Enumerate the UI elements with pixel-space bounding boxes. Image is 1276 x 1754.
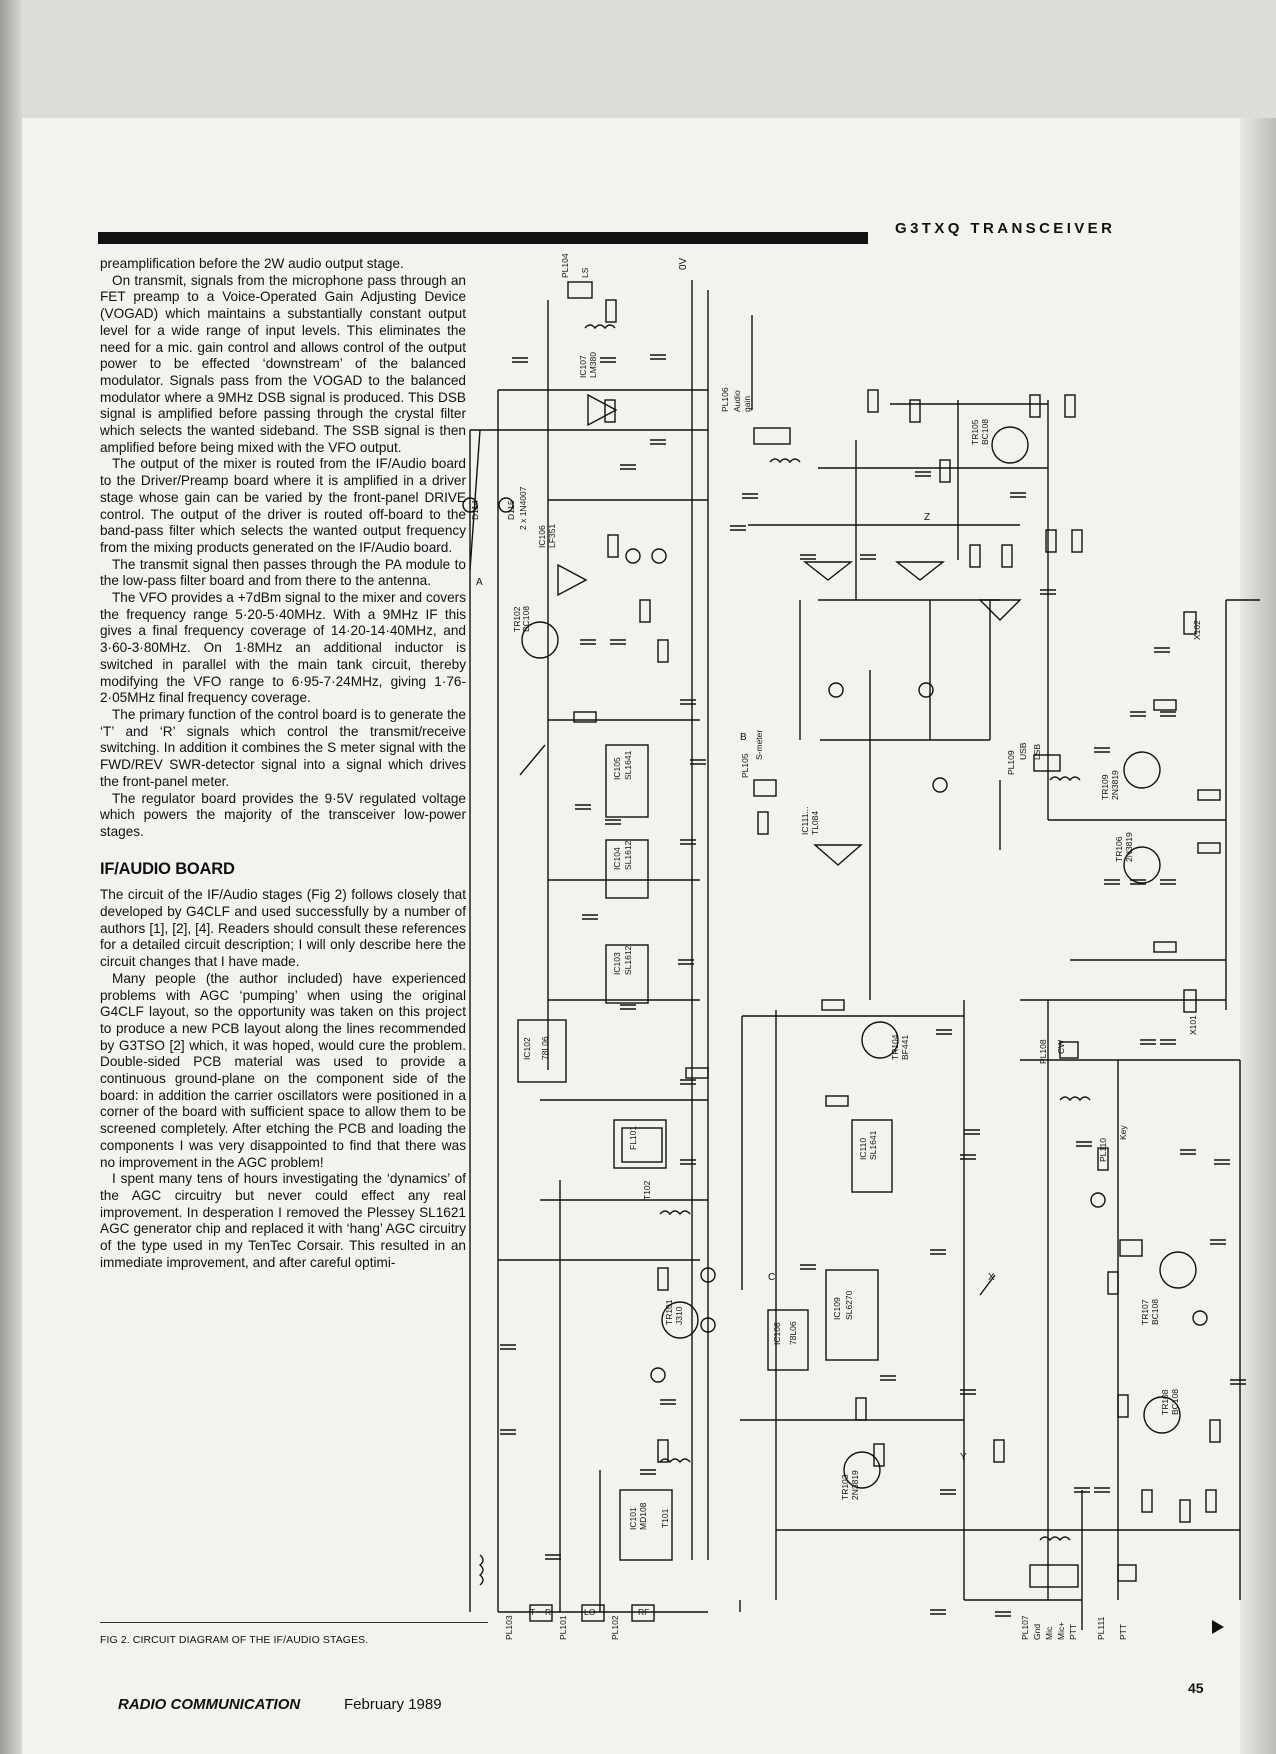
svg-text:PL111: PL111 — [1096, 1616, 1106, 1640]
svg-text:PL101: PL101 — [558, 1615, 568, 1640]
svg-text:FL101: FL101 — [628, 1125, 638, 1150]
svg-text:TL084: TL084 — [810, 810, 820, 835]
svg-text:IC111...: IC111... — [800, 806, 810, 835]
paragraph: The VFO provides a +7dBm signal to the mixer and covers the frequency range 5·20-5·40MHz. With a 9MHz IF this gives a final frequency coverage of 14·20-14·40MHz, and 3·60-3·80MHz. On 1·8MHz an additional inductor is switched in parallel with the main tank circuit, thereby modifying the VFO range to 6·95-7·24MHz, giving 1·76-2·05MHz final frequency coverage. — [100, 590, 466, 706]
svg-text:D115: D115 — [506, 500, 516, 520]
svg-text:D114: D114 — [470, 500, 480, 520]
svg-text:Audio: Audio — [732, 390, 742, 412]
svg-text:Mic+: Mic+ — [1056, 1621, 1066, 1640]
running-header: G3TXQ TRANSCEIVER — [895, 220, 1116, 237]
svg-text:X: X — [988, 1272, 995, 1283]
svg-text:Z: Z — [924, 512, 931, 523]
svg-text:PTT: PTT — [1118, 1623, 1128, 1640]
svg-text:S-meter: S-meter — [754, 729, 764, 760]
svg-text:IC102: IC102 — [522, 1037, 532, 1060]
svg-text:IC108: IC108 — [772, 1322, 782, 1345]
svg-text:TR106: TR106 — [1114, 836, 1124, 862]
svg-text:C: C — [768, 1272, 776, 1283]
svg-text:LM380: LM380 — [588, 352, 598, 378]
svg-text:TR107: TR107 — [1140, 1299, 1150, 1325]
svg-text:TR102: TR102 — [512, 606, 522, 632]
paragraph: The transmit signal then passes through the PA module to the low-pass filter board and from there to the antenna. — [100, 556, 466, 589]
svg-text:LF351: LF351 — [547, 523, 557, 548]
svg-text:SL1641: SL1641 — [623, 750, 633, 780]
svg-text:BC108: BC108 — [980, 419, 990, 445]
magazine-name: RADIO COMMUNICATION — [118, 1696, 301, 1713]
svg-text:TR108: TR108 — [1160, 1389, 1170, 1415]
svg-text:gain: gain — [742, 395, 752, 412]
svg-text:BC108: BC108 — [521, 606, 531, 632]
svg-text:Key: Key — [1118, 1125, 1128, 1140]
paragraph: I spent many tens of hours investigating the ‘dynamics’ of the AGC circuitry but never could effect any real improvement. In desperation I removed the Plessey SL1621 AGC generator chip and replaced it with ‘hang’ AGC circuitry of the type used in my TenTec Corsair. This resulted in an immediate improvement, and after careful optimi- — [100, 1171, 466, 1270]
paragraph: The circuit of the IF/Audio stages (Fig 2) follows closely that developed by G4CLF and used successfully by a number of authors [1], [2], [4]. Readers should consult these references for a detailed circuit description; I will only describe here the circuit changes that I have made. — [100, 887, 466, 970]
svg-text:PL110: PL110 — [1098, 1138, 1108, 1162]
svg-text:LS: LS — [580, 267, 590, 278]
svg-text:78L06: 78L06 — [540, 1036, 550, 1060]
paragraph: On transmit, signals from the microphone pass through an FET preamp to a Voice-Operated Gain Adjusting Device (VOGAD) which maintains a substantially constant output level for a wide range of input levels. This eliminates the need for a mic. gain control and allows control of the output power to be effected ‘downstream’ of the balanced modulator. Signals pass from the VOGAD to the balanced modulator where a 9MHz DSB signal is produced. This DSB signal is amplified before passing through the crystal filter which selects the wanted sideband. The SSB signal is then amplified before being mixed with the VFO output. — [100, 272, 466, 455]
page-binding-shadow — [0, 0, 22, 1754]
svg-text:SL6270: SL6270 — [844, 1290, 854, 1320]
svg-text:X101: X101 — [1188, 1015, 1198, 1035]
svg-text:PL108: PL108 — [1038, 1039, 1048, 1064]
svg-text:TR103: TR103 — [840, 1474, 850, 1500]
paragraph: The output of the mixer is routed from the IF/Audio board to the Driver/Preamp board where it is amplified in a driver stage whose gain can be varied by the front-panel DRIVE control. The output of the driver is routed off-board to the band-pass filter which selects the wanted output frequency from the mixing products generated on the IF/Audio board. — [100, 456, 466, 555]
svg-text:A: A — [476, 577, 483, 588]
svg-text:PL105: PL105 — [740, 753, 750, 778]
svg-text:2 x 1N4007: 2 x 1N4007 — [518, 486, 528, 530]
svg-text:PL109: PL109 — [1006, 750, 1016, 775]
svg-text:78L06: 78L06 — [788, 1321, 798, 1345]
svg-text:2N3819: 2N3819 — [850, 1470, 860, 1500]
svg-text:X102: X102 — [1192, 620, 1202, 640]
svg-text:TR109: TR109 — [1100, 774, 1110, 800]
paragraph: preamplification before the 2W audio output stage. — [100, 256, 404, 271]
article-column — [100, 256, 466, 1271]
svg-text:IC104: IC104 — [612, 847, 622, 870]
header-rule — [98, 232, 868, 244]
continued-arrow-icon — [1212, 1620, 1224, 1634]
svg-text:IC107: IC107 — [578, 355, 588, 378]
svg-text:Mic: Mic — [1044, 1626, 1054, 1640]
svg-text:RF: RF — [638, 1607, 650, 1617]
svg-text:T101: T101 — [660, 1508, 670, 1528]
svg-text:BF441: BF441 — [900, 1034, 910, 1060]
page-number: 45 — [1188, 1680, 1204, 1696]
svg-text:IC110: IC110 — [858, 1137, 868, 1160]
svg-text:IC103: IC103 — [612, 952, 622, 975]
svg-text:IC106: IC106 — [537, 525, 547, 548]
section-heading: IF/AUDIO BOARD — [100, 859, 235, 878]
svg-text:SL1612: SL1612 — [623, 945, 633, 975]
svg-text:J310: J310 — [674, 1306, 684, 1325]
svg-text:Gnd: Gnd — [1032, 1623, 1042, 1640]
svg-text:USB: USB — [1018, 742, 1028, 760]
svg-text:T: T — [530, 1607, 536, 1617]
svg-text:MD108: MD108 — [638, 1502, 648, 1530]
svg-text:TR104: TR104 — [890, 1034, 900, 1060]
svg-text:IC105: IC105 — [612, 757, 622, 780]
paragraph: The regulator board provides the 9·5V regulated voltage which powers the majority of the transceiver low-power stages. — [100, 790, 466, 839]
svg-text:BC108: BC108 — [1150, 1299, 1160, 1325]
svg-text:CW: CW — [1056, 1039, 1066, 1054]
svg-text:PL104: PL104 — [560, 253, 570, 278]
svg-text:LSB: LSB — [1032, 743, 1042, 760]
svg-text:0V: 0V — [678, 257, 689, 270]
svg-text:SL1641: SL1641 — [868, 1130, 878, 1160]
svg-text:Y: Y — [960, 1452, 967, 1463]
paragraph: The primary function of the control board is to generate the ‘T’ and ‘R’ signals which control the transmit/receive switching. In addition it combines the S meter signal with the FWD/REV SWR-detector signal into a signal which drives the front-panel meter. — [100, 706, 466, 789]
svg-text:PL103: PL103 — [504, 1615, 514, 1640]
figure-caption: FIG 2. CIRCUIT DIAGRAM OF THE IF/AUDIO STAGES. — [100, 1634, 369, 1646]
svg-text:2N3819: 2N3819 — [1110, 770, 1120, 800]
svg-text:T102: T102 — [642, 1180, 652, 1200]
svg-text:SL1612: SL1612 — [623, 840, 633, 870]
svg-text:LO: LO — [584, 1607, 596, 1617]
svg-text:R: R — [545, 1607, 552, 1617]
svg-text:PL106: PL106 — [720, 387, 730, 412]
svg-text:IC101: IC101 — [628, 1507, 638, 1530]
paragraph: Many people (the author included) have experienced problems with AGC ‘pumping’ when using the original G4CLF layout, so the opportunity was taken on this project to produce a new PCB layout along the lines recommended by G3TSO [2] which, it was hoped, would cure the problem. Double-sided PCB material was used to provide a continuous ground-plane on the component side of the board: in addition the carrier oscillators were positioned in a corner of the board with sufficient space to allow them to be screened completely. After etching the PCB and loading the components I was very disappointed to find that there was no improvement in the AGC problem! — [100, 970, 466, 1170]
svg-text:TR105: TR105 — [970, 419, 980, 445]
svg-text:BC108: BC108 — [1170, 1389, 1180, 1415]
svg-text:PL102: PL102 — [610, 1615, 620, 1640]
page-edge — [1240, 118, 1276, 1754]
svg-text:IC109: IC109 — [832, 1297, 842, 1320]
issue-date: February 1989 — [344, 1696, 442, 1713]
svg-text:2N3819: 2N3819 — [1124, 832, 1134, 862]
caption-rule — [100, 1622, 488, 1623]
svg-text:PTT: PTT — [1068, 1623, 1078, 1640]
svg-text:B: B — [740, 732, 747, 743]
svg-text:PL107: PL107 — [1020, 1615, 1030, 1640]
svg-text:TR101: TR101 — [664, 1299, 674, 1325]
